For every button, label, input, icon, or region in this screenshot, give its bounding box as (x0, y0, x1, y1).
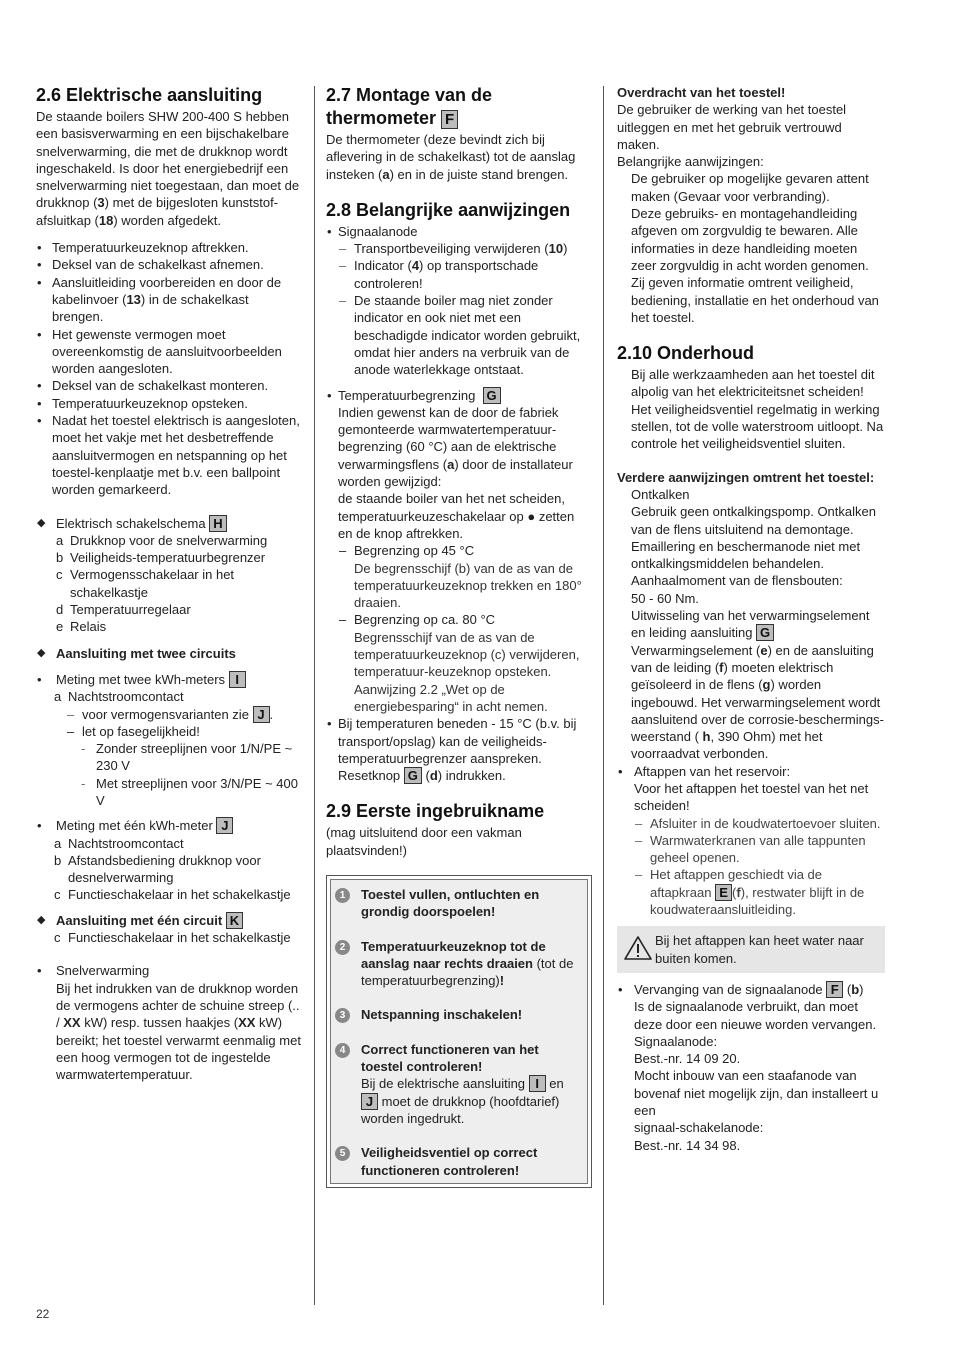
figure-ref-box: G (756, 624, 774, 641)
section-title-2-8: 2.8 Belangrijke aanwijzingen (326, 199, 571, 220)
step-item: 2 Temperatuurkeuzeknop tot de aanslag naar rechts draaien (tot de temperatuurbegrenzing)! (335, 938, 583, 990)
twee-circuits-heading: ◆ Aansluiting met twee circuits (36, 645, 302, 662)
section-title-2-10: 2.10 Onderhoud (617, 343, 755, 364)
step-number-icon: 2 (335, 940, 350, 955)
signaalanode-item: • Signaalanode – Transportbeveiliging verwijderen (10) – Indicator (4) op transportschade controleren! – De staande boiler mag niet zonder indicator en ook niet met een beschadigde indicator worden gebruikt, omdat hier anders na verbruik van de anode waterlekkage ontstaat. (326, 223, 592, 379)
page-number: 22 (36, 1307, 50, 1321)
belangrijk-title: Belangrijke aanwijzingen: (617, 154, 764, 170)
een-circuit-heading: ◆ Aansluiting met één circuit K (36, 912, 302, 929)
vervanging-item: • Vervanging van de signaalanode F (b) Is de signaalanode verbruikt, dan moet deze door een nieuwe worden vervangen. Signaalanode: Best.-nr. 14 09 20. Mocht inbouw van een staafanode van bovenaf niet mogelijk zijn, dan installeert u een signaal-schakelanode: Best.-nr. 14 34 98. (617, 981, 885, 1154)
legend-item: e Relais (56, 619, 107, 635)
ontkalken-paragraph: Gebruik geen ontkalkingspomp. Ontkalken van de flens uitsluitend na demontage. Emaillering en beschermanode niet met ontkalkingsmiddelen behandelen. (631, 504, 876, 572)
figure-ref-box: J (253, 706, 270, 723)
overdracht-paragraph: De gebruiker de werking van het toestel uitleggen en met het gebruik vertrouwd maken. (617, 102, 847, 152)
section-title-2-9: 2.9 Eerste ingebruikname (326, 801, 545, 822)
column-divider-1 (314, 86, 315, 1305)
warning-box: Bij het aftappen kan heet water naar buiten komen. (617, 926, 885, 973)
column-divider-2 (603, 86, 604, 1305)
ontkalken-title: Ontkalken (631, 486, 690, 502)
figure-ref-box: I (529, 1075, 546, 1092)
legend-item: a Drukknop voor de snelverwarming (56, 532, 268, 548)
step-item: 1 Toestel vullen, ontluchten en grondig doorspoelen! (335, 886, 583, 921)
sub-item: – Begrenzing op ca. 80 °C Begrensschijf van de as van de temperatuurkeuzeknop (c) verwijderen, temperatuur-keuzeknop opsteken. Aanwijzing 2.2 „Wet op de energiebesparing“ in acht nemen. (339, 612, 580, 714)
sub-item: – voor vermogensvarianten zie J . (67, 706, 274, 722)
step-item: 4 Correct functioneren van het toestel controleren! Bij de elektrische aansluiting I en J moet de drukknop (hoofdtarief) worden ingedrukt. (335, 1041, 583, 1127)
list-item: • Deksel van de schakelkast monteren. (36, 377, 302, 394)
step-item: 5 Veiligheidsventiel op correct functioneren controleren! (335, 1144, 583, 1179)
steps-box (326, 875, 592, 1188)
step-number-icon: 4 (335, 1043, 350, 1058)
figure-ref-box: J (361, 1093, 378, 1110)
onderhoud-paragraph: Bij alle werkzaamheden aan het toestel dit alpolig van het elektriciteitsnet scheiden! Het veiligheidsventiel regelmatig in werking stellen, tot de volle waterstroom uitloopt. Na controle het veiligheidsventiel sluiten. (631, 367, 884, 452)
sub-sub-item: - Zonder streeplijnen voor 1/N/PE ~ 230 V (81, 741, 293, 774)
sub-sub-item: - Met streeplijnen voor 3/N/PE ~ 400 V (81, 775, 298, 808)
sub-item: – Begrenzing op 45 °C De begrensschijf (b) van de as van de temperatuurkeuzeknop trekken en 180° draaien. (339, 543, 582, 611)
legend-item: a Nachtstroomcontact (54, 689, 184, 705)
list-item: • Het gewenste vermogen moet overeenkomstig de aansluitvoorbeelden worden aangesloten. (36, 326, 302, 378)
aanhaalmoment-value: 50 - 60 Nm. (631, 590, 699, 606)
warning-icon (623, 935, 653, 961)
figure-ref-box: G (483, 387, 501, 404)
meting-een-heading: • Meting met één kWh-meter J (36, 817, 302, 834)
aanhaalmoment-label: Aanhaalmoment van de flensbouten: (631, 573, 843, 589)
sub-item: – Transportbeveiliging verwijderen (10) (339, 241, 568, 257)
sub-item: – Warmwaterkranen van alle tappunten geheel openen. (635, 832, 866, 866)
sub-item: – Indicator (4) op transportschade controleren! (339, 258, 539, 291)
legend-item: d Temperatuurregelaar (56, 602, 191, 618)
vakman-note: (mag uitsluitend door een vakman plaatsvinden!) (326, 825, 522, 858)
step-item: 3 Netspanning inschakelen! (335, 1006, 583, 1023)
legend-item: a Nachtstroomcontact (54, 835, 184, 851)
list-item: • Nadat het toestel elektrisch is aangesloten, moet het vakje met het desbetreffende aansluitvermogen en netspanning op het toestel-kenplaatje met b.v. een ballpoint worden gemarkeerd. (36, 412, 302, 498)
figure-ref-box: I (229, 671, 246, 688)
section-title-2-6: 2.6 Elektrische aansluiting (36, 85, 263, 105)
belangrijk-paragraph: De gebruiker op mogelijke gevaren attent maken (Gevaar voor verbranding). (631, 171, 869, 204)
figure-ref-box: E (715, 884, 732, 901)
section-title-2-7: 2.7 Montage van de thermometer F (326, 85, 493, 128)
temperatuurbegrenzing-item: • Temperatuurbegrenzing G Indien gewenst kan de door de fabriek gemonteerde warmwatertemperatuur-begrenzing (60 °C) aan de elektrische verwarmingsflens (a) door de installateur worden gewijzigd: de staande boiler van het net scheiden, temperatuurkeuzeschakelaar op ● zetten en de knop aftrekken. – Begrenzing op 45 °C De begrensschijf (b) van de as van de temperatuurkeuzeknop trekken en 180° draaien. – Begrenzing op ca. 80 °C Begrensschijf van de as van de temperatuurkeuzeknop (c) verwijderen, temperatuur-keuzeknop opsteken. Aanwijzing 2.2 „Wet op de energiebesparing“ in acht nemen. (326, 387, 592, 716)
figure-ref-box: J (216, 817, 233, 834)
list-item: • Temperatuurkeuzeknop aftrekken. (36, 239, 302, 256)
figure-ref-box: H (209, 515, 226, 532)
legend-item: c Functieschakelaar in het schakelkastje (54, 887, 291, 903)
schakelschema-heading: ◆ Elektrisch schakelschema H (36, 515, 302, 532)
snelverwarming-item: • Snelverwarming Bij het indrukken van de drukknop worden de vermogens achter de schuine streep (.. / XX kW) resp. tussen haakjes (XX kW) bereikt; het toestel verwarmt eenmalig met een hoog vermogen tot de ingestelde warmwatertemperatuur. (36, 962, 302, 1083)
verdere-aanwijzingen-title: Verdere aanwijzingen omtrent het toestel: (617, 469, 875, 485)
sub-item: – De staande boiler mag niet zonder indicator en ook niet met een beschadigde indicator worden gebruikt, omdat hier anders na verbruik van de anode waterlekkage ontstaat. (339, 293, 581, 378)
list-item: • Deksel van de schakelkast afnemen. (36, 256, 302, 273)
sub-item: – let op fasegelijkheid! (67, 723, 200, 739)
sub-item: – Het aftappen geschiedt via de aftapkraan E (f), restwater blijft in de koudwateraansluitleiding. (635, 867, 865, 918)
list-item: • Temperatuurkeuzeknop opsteken. (36, 395, 302, 412)
lage-temperatuur-item: • Bij temperaturen beneden - 15 °C (b.v. bij transport/opslag) kan de veiligheids-temperatuurbegrenzer aanspreken. Resetknop G (d) indrukken. (326, 715, 592, 784)
legend-item: c Functieschakelaar in het schakelkastje (54, 930, 291, 946)
column-right (617, 84, 885, 1154)
figure-ref-box: F (826, 981, 843, 998)
step-number-icon: 5 (335, 1146, 350, 1161)
column-middle (326, 84, 592, 1188)
list-item: • Aansluitleiding voorbereiden en door de kabelinvoer (13) in de schakelkast brengen. (36, 274, 302, 326)
figure-ref-box: G (404, 767, 422, 784)
thermometer-paragraph: De thermometer (deze bevindt zich bij aflevering in de schakelkast) tot de aanslag insteken (a) en in de juiste stand brengen. (326, 132, 576, 182)
intro-paragraph: De staande boilers SHW 200-400 S hebben een basisverwarming en een bijschakelbare snelverwarming, die met de drukknop wordt ingeschakeld. Is door het energiebedrijf een snelverwarming niet toegestaan, dan moet de drukknop (3) met de bijgesloten kunststof-afsluitkap (18) worden afgedekt. (36, 109, 300, 228)
meting-twee-heading: • Meting met twee kWh-meters I (36, 671, 302, 688)
figure-ref-box: K (226, 912, 243, 929)
uitwisseling-paragraph: Uitwisseling van het verwarmingselement en leiding aansluiting G Verwarmingselement (e) en de aansluiting van de leiding (f) moeten elektrisch geïsoleerd in de flens (g) worden ingebouwd. Het verwarmingselement wordt aansluitend over de corrosie-beschermings-weerstand ( h, 390 Ohm) met het voorraadvat verbonden. (631, 608, 884, 762)
step-number-icon: 3 (335, 1008, 350, 1023)
aftappen-item: • Aftappen van het reservoir: Voor het aftappen het toestel van het net scheiden! – Afsluiter in de koudwatertoevoer sluiten. – Warmwaterkranen van alle tappunten geheel openen. – Het aftappen geschiedt via de aftapkraan E (f), restwater blijft in de koudwateraansluitleiding. (617, 763, 885, 919)
figure-ref-box: F (441, 110, 458, 129)
column-left (36, 84, 302, 1083)
overdracht-title: Overdracht van het toestel! (617, 85, 786, 100)
sub-item: – Afsluiter in de koudwatertoevoer sluiten. (635, 815, 881, 831)
legend-item: c Vermogensschakelaar in het schakelkastje (56, 567, 235, 600)
legend-item: b Afstandsbediening drukknop voor desnelverwarming (54, 852, 261, 886)
step-number-icon: 1 (335, 888, 350, 903)
belangrijk-paragraph: Deze gebruiks- en montagehandleiding afgeven om zorgvuldig te bewaren. Alle informaties in deze handleiding moeten zeer zorgvuldig in acht worden genomen. Zij geven informatie omtrent veiligheid, bediening, installatie en het onderhoud van het toestel. (631, 206, 879, 325)
legend-item: b Veiligheids-temperatuurbegrenzer (56, 550, 266, 566)
